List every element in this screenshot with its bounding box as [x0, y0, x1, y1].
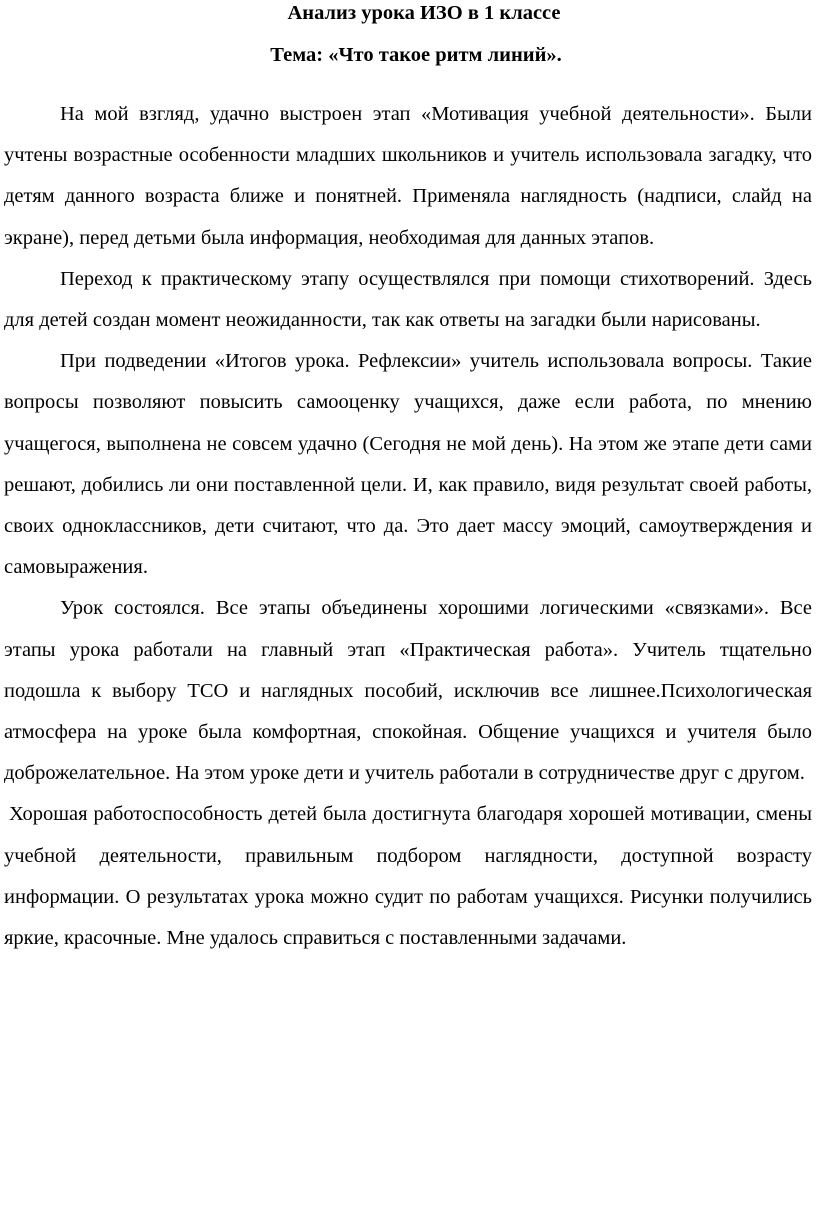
document-title: Анализ урока ИЗО в 1 классе — [287, 2, 561, 24]
paragraph-reflection: При подведении «Итогов урока. Рефлексии» учитель использовала вопросы. Такие вопросы позволяют повысить самооценку учащихся, даже если работа, по мнению учащегося, выполнена не совсем удачно (Сегодня не мой день). На этом же этапе дети сами решают, добились ли они поставленной цели. И, как правило, видя результат своей работы, своих одноклассников, дети считают, что да. Это дает массу эмоций, самоутверждения и самовыражения. — [4, 350, 812, 579]
paragraph-motivation: На мой взгляд, удачно выстроен этап «Мотивация учебной деятельности». Были учтены возрастные особенности младших школьников и учитель использовала загадку, что детям данного возраста ближе и понятней. Применяла наглядность (надписи, слайд на экране), перед детьми была информация, необходимая для данных этапов. — [4, 103, 812, 249]
paragraph-conclusion: Хорошая работоспособность детей была достигнута благодаря хорошей мотивации, смены учебной деятельности, правильным подбором наглядности, доступной возрасту информации. О результатах урока можно судит по работам учащихся. Рисунки получились яркие, красочные. Мне удалось справиться с поставленными задачами. — [4, 803, 812, 950]
paragraph-lesson-summary: Урок состоялся. Все этапы объединены хорошими логическими «связками». Все этапы урока работали на главный этап «Практическая работа». Учитель тщательно подошла к выбору ТСО и наглядных пособий, исключив все лишнее.Психологическая атмосфера на уроке была комфортная, спокойная. Общение учащихся и учителя было доброжелательное. На этом уроке дети и учитель работали в сотрудничестве друг с другом. — [4, 597, 812, 785]
paragraph-practical-stage: Переход к практическому этапу осуществлялся при помощи стихотворений. Здесь для детей создан момент неожиданности, так как ответы на загадки были нарисованы. — [4, 267, 812, 332]
document-body — [4, 94, 812, 959]
document-subtitle: Тема: «Что такое ритм линий». — [270, 44, 562, 66]
